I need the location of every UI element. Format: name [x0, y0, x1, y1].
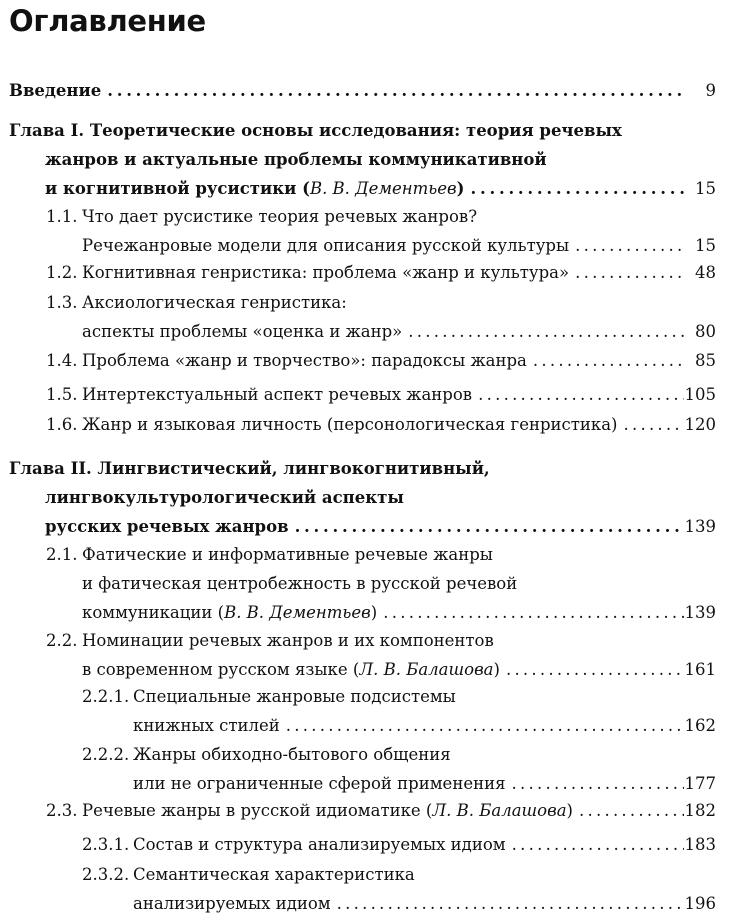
toc-entry-page: 177: [684, 774, 716, 793]
toc-entry-author: (В. В. Дементьев): [212, 603, 378, 622]
toc-entry-line: Семантическая характеристика: [133, 865, 415, 884]
toc-entry-author: (Л. В. Балашова): [420, 801, 573, 820]
dot-leader: [377, 598, 684, 627]
toc-entry-author: (В. В. Дементьев): [296, 179, 465, 198]
dot-leader: [280, 711, 684, 740]
toc-entry-page: 9: [705, 81, 716, 100]
toc-entry-title: аспекты проблемы «оценка и жанр»: [82, 322, 403, 341]
toc-entry[interactable]: [46, 258, 716, 287]
toc-entry-page: 15: [695, 179, 716, 198]
toc-entry-page: 182: [684, 801, 716, 820]
toc-entry-page: 120: [684, 415, 716, 434]
toc-entry-line: Глава II. Лингвистический, лингвокогнитивный,: [9, 459, 490, 478]
toc-entry-page: 105: [684, 385, 716, 404]
toc-entry-number: 1.6.: [46, 415, 78, 434]
toc-entry-line: и фатическая центробежность в русской речевой: [82, 574, 518, 593]
dot-leader: [569, 258, 684, 287]
toc-entry-number: 2.1.: [46, 545, 78, 564]
dot-leader: [569, 231, 684, 260]
toc-entry-title: или не ограниченные сферой применения: [133, 774, 506, 793]
toc-entry[interactable]: [46, 346, 716, 375]
toc-entry-author: (Л. В. Балашова): [347, 660, 500, 679]
toc-entry-line: Аксиологическая генристика:: [82, 293, 347, 312]
toc-entry-title: Проблема «жанр и творчество»: парадоксы жанра: [82, 351, 527, 370]
toc-entry[interactable]: [82, 682, 716, 740]
toc-entry-page: 85: [695, 351, 716, 370]
toc-entry-line: жанров и актуальные проблемы коммуникативной: [45, 150, 547, 169]
toc-entry[interactable]: [82, 830, 716, 859]
dot-leader: [506, 830, 684, 859]
toc-entry-line: Глава I. Теоретические основы исследования: теория речевых: [9, 121, 622, 140]
toc-entry-page: 139: [684, 603, 716, 622]
toc-entry-title: Состав и структура анализируемых идиом: [133, 835, 506, 854]
toc-entry-number: 2.3.: [46, 801, 78, 820]
dot-leader: [101, 76, 684, 105]
toc-entry-line: лингвокультурологический аспекты: [45, 488, 404, 507]
toc-entry-page: 15: [695, 236, 716, 255]
toc-entry-title: книжных стилей: [133, 716, 280, 735]
toc-entry-number: 2.3.2.: [82, 865, 130, 884]
toc-entry[interactable]: [9, 116, 716, 203]
toc-entry[interactable]: [9, 76, 716, 105]
dot-leader: [506, 769, 685, 798]
page-title: Оглавление: [9, 4, 206, 38]
toc-entry-line: Фатические и информативные речевые жанры: [82, 545, 493, 564]
toc-entry-page: 161: [684, 660, 716, 679]
toc-entry[interactable]: [46, 626, 716, 684]
toc-entry-page: 162: [684, 716, 716, 735]
toc-entry-number: 2.2.: [46, 631, 78, 650]
toc-entry-number: 1.4.: [46, 351, 78, 370]
dot-leader: [289, 512, 684, 541]
toc-entry-title: Когнитивная генристика: проблема «жанр и культура»: [82, 263, 570, 282]
toc-entry-title: и когнитивной русистики: [45, 179, 297, 198]
toc-entry-page: 48: [695, 263, 716, 282]
toc-entry-number: 1.5.: [46, 385, 78, 404]
toc-entry-title: коммуникации: [82, 603, 213, 622]
toc-entry-page: 183: [684, 835, 716, 854]
toc-entry-title: Жанр и языковая личность (персонологическая генристика): [82, 415, 618, 434]
toc-entry-line: Что дает русистике теория речевых жанров?: [82, 207, 478, 226]
toc-entry-line: Жанры обиходно-бытового общения: [133, 745, 451, 764]
toc-entry-title: русских речевых жанров: [45, 517, 289, 536]
toc-entry[interactable]: [9, 454, 716, 541]
toc-entry-page: 196: [684, 894, 716, 913]
toc-entry-number: 2.3.1.: [82, 835, 130, 854]
toc-entry-page: 80: [695, 322, 716, 341]
toc-entry-number: 2.2.2.: [82, 745, 130, 764]
toc-entry-page: 139: [684, 517, 716, 536]
toc-entry-line: Номинации речевых жанров и их компонентов: [82, 631, 494, 650]
toc-entry-title: в современном русском языке: [82, 660, 348, 679]
dot-leader: [472, 380, 684, 409]
toc-entry-title: Введение: [9, 81, 102, 100]
toc-entry[interactable]: [46, 202, 716, 260]
toc-entry[interactable]: [46, 380, 716, 409]
toc-entry-title: Интертекстуальный аспект речевых жанров: [82, 385, 473, 404]
toc-entry-number: 1.2.: [46, 263, 78, 282]
toc-entry[interactable]: [82, 860, 716, 918]
toc-entry[interactable]: [46, 540, 716, 627]
dot-leader: [527, 346, 684, 375]
dot-leader: [617, 410, 684, 439]
dot-leader: [402, 317, 684, 346]
dot-leader: [573, 796, 684, 825]
toc-entry-number: 1.3.: [46, 293, 78, 312]
toc-entry-line: Специальные жанровые подсистемы: [133, 687, 456, 706]
toc-entry-title: Речежанровые модели для описания русской культуры: [82, 236, 570, 255]
toc-entry[interactable]: [82, 740, 716, 798]
dot-leader: [500, 655, 684, 684]
toc-entry-title: Речевые жанры в русской идиоматике: [82, 801, 421, 820]
dot-leader: [464, 174, 684, 203]
toc-entry-number: 1.1.: [46, 207, 78, 226]
toc-entry-title: анализируемых идиом: [133, 894, 331, 913]
dot-leader: [331, 889, 684, 918]
toc-entry[interactable]: [46, 796, 716, 825]
toc-entry[interactable]: [46, 288, 716, 346]
toc-entry-number: 2.2.1.: [82, 687, 130, 706]
toc-entry[interactable]: [46, 410, 716, 439]
